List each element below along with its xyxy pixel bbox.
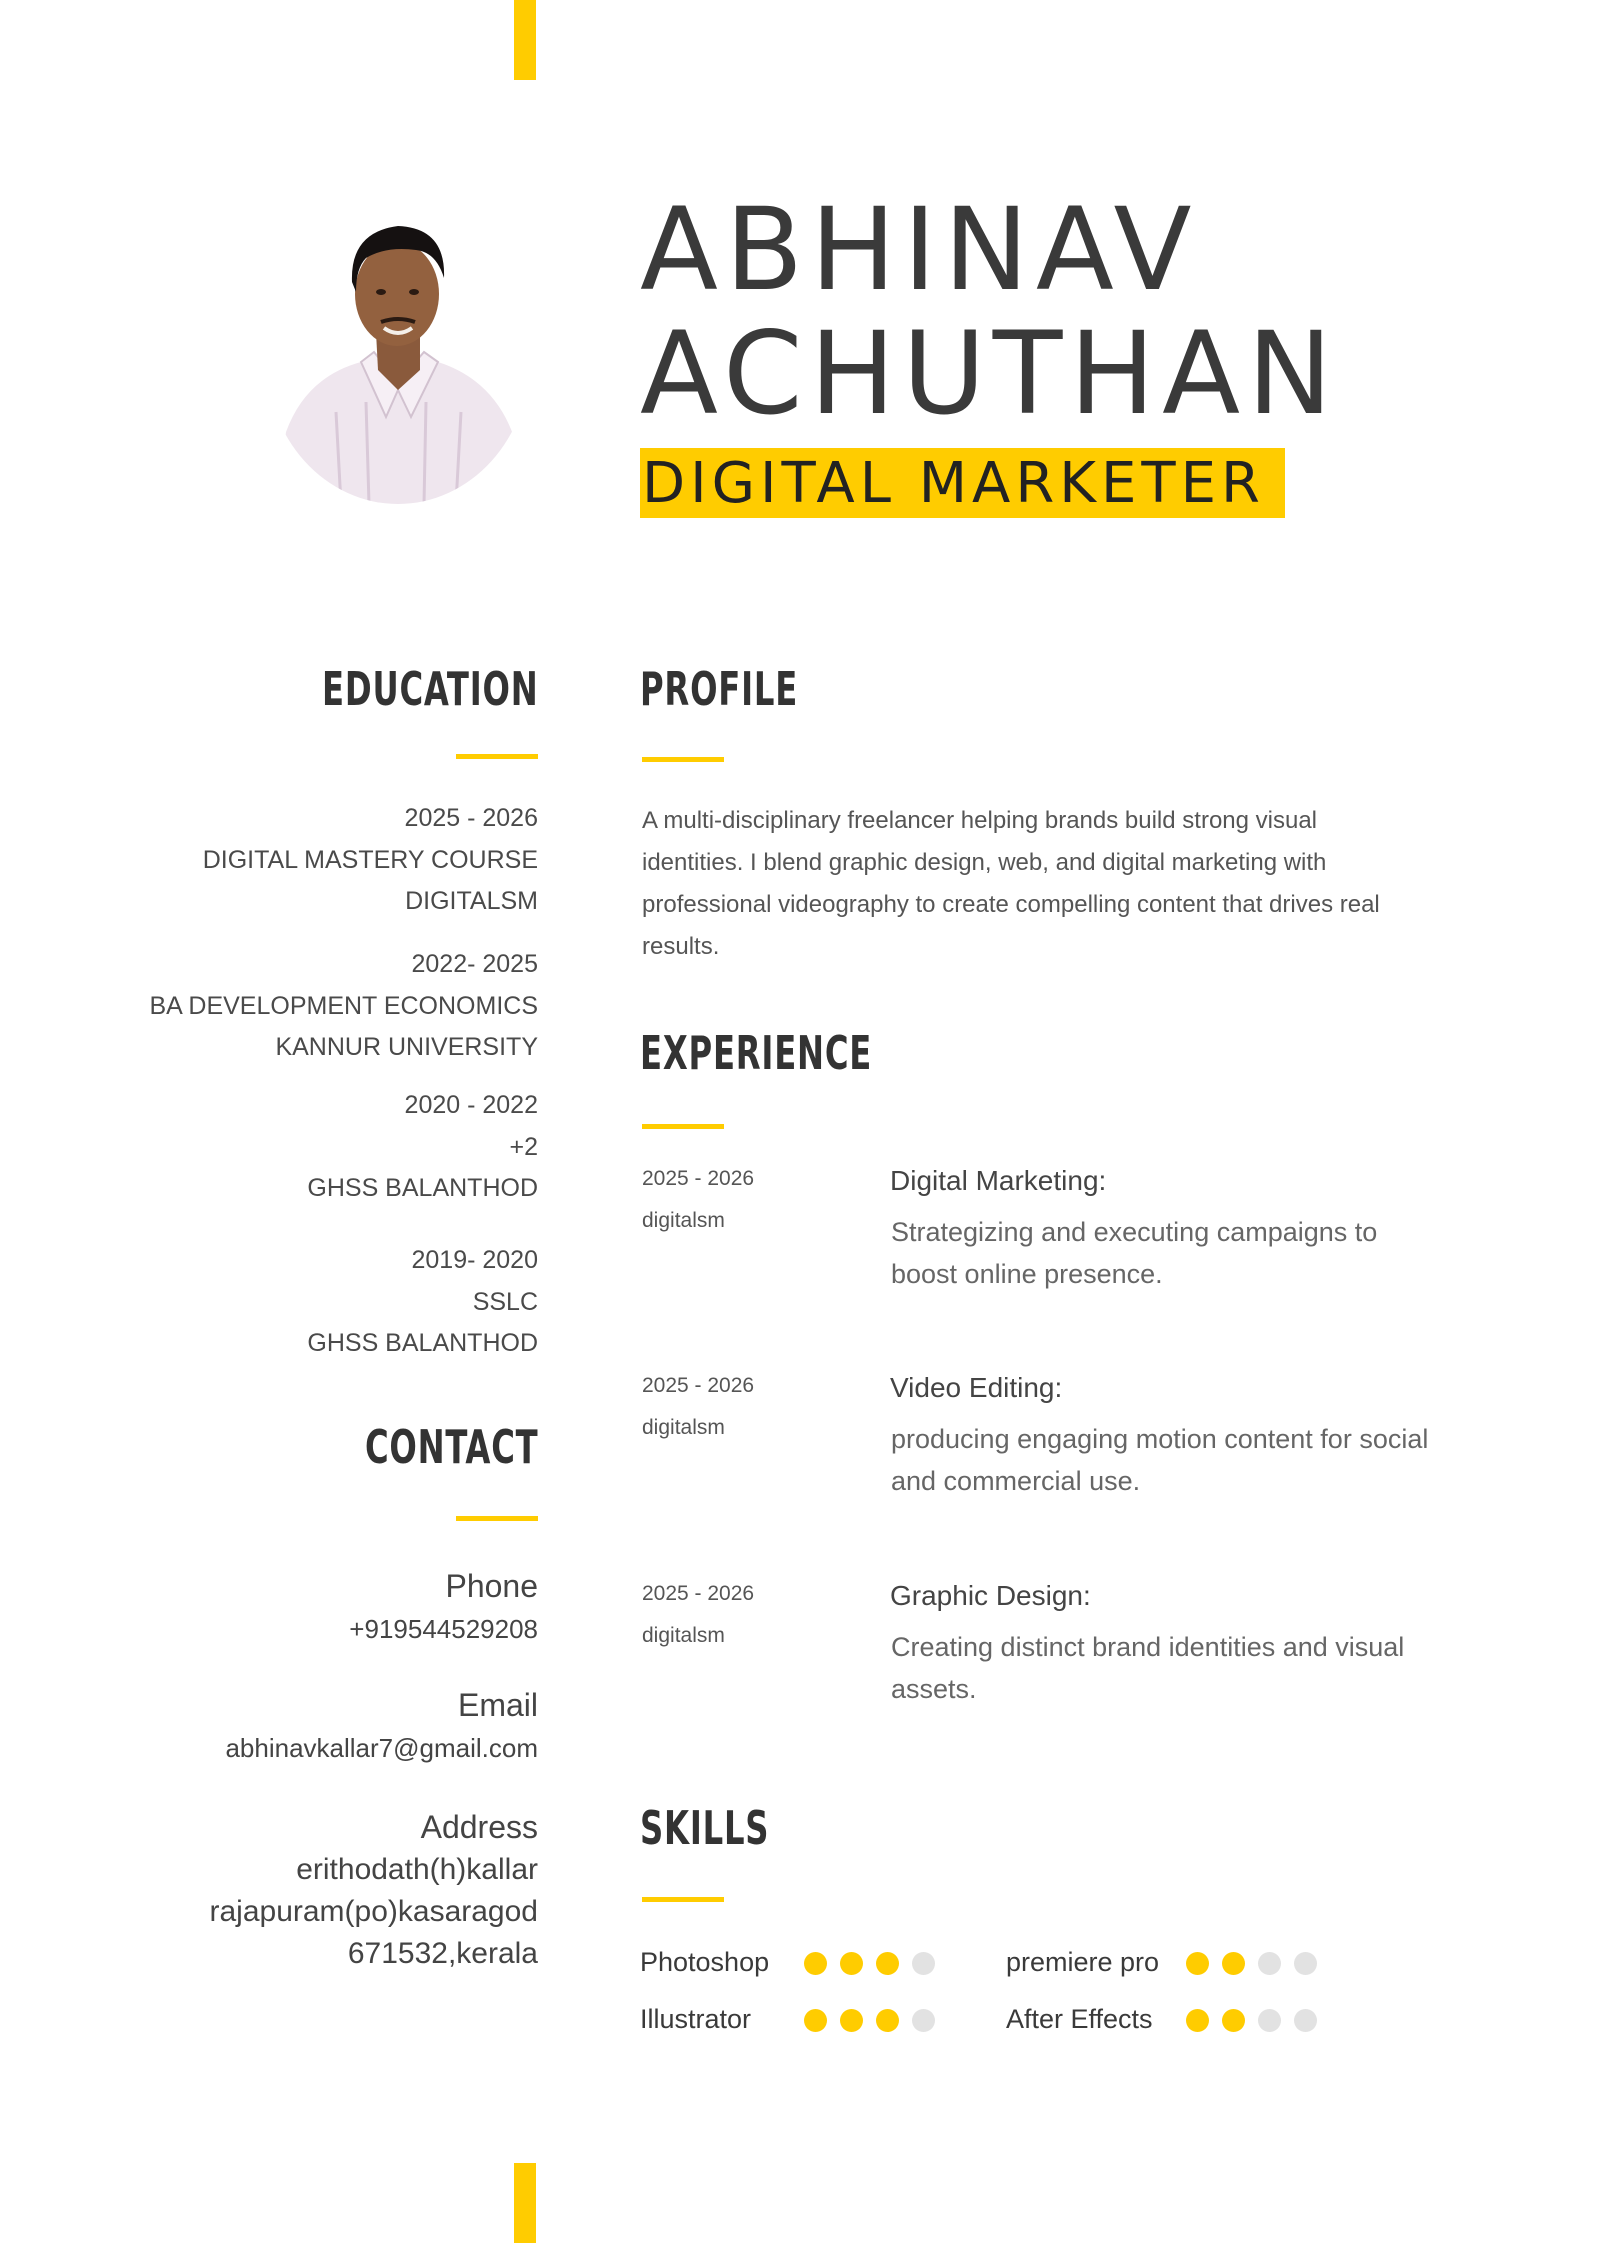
contact-email [225,1683,538,1769]
education-entry [307,1085,538,1210]
rating-dot-empty [912,2009,935,2032]
skill-name: Photoshop [640,1946,770,1977]
education-list [203,798,538,923]
experience-heading: EXPERIENCE [640,1026,873,1080]
bottom-accent-bar [514,2163,536,2243]
education-course: +2 [509,1132,538,1161]
education-institution: DIGITALSM [405,887,538,915]
rating-dot-filled [876,2009,899,2032]
rating-dot-empty [1258,1952,1281,1975]
rating-dot-filled [1222,2009,1245,2032]
rating-dot-filled [1186,2009,1209,2032]
experience-dates: 2025 - 2026 [642,1374,755,1397]
experience-description: Strategizing and executing campaigns to boost online presence. [891,1217,1378,1289]
contact-underline [456,1516,538,1521]
address-line: 671532,kerala [347,1937,538,1970]
experience-dates: 2025 - 2026 [642,1167,755,1190]
experience-title: Video Editing: [890,1372,1063,1403]
skills-heading: SKILLS [640,1801,770,1855]
education-list-2 [149,944,538,1069]
skill-rating [804,2009,935,2032]
address-label: Address [420,1809,538,1845]
skill-name: Illustrator [640,2003,752,2034]
education-institution: KANNUR UNIVERSITY [275,1033,538,1061]
contact-heading: CONTACT [364,1420,538,1474]
education-list-4 [307,1240,538,1365]
skill-rating [1186,2009,1317,2032]
rating-dot-filled [1222,1952,1245,1975]
job-title-badge: DIGITAL MARKETER [640,448,1285,518]
profile-underline [642,757,724,762]
education-years: 2019- 2020 [411,1246,538,1274]
rating-dot-empty [1258,2009,1281,2032]
skill-rating [804,1952,935,1975]
email-label: Email [457,1687,538,1723]
first-name: ABHINAV [640,183,1199,316]
education-course: BA DEVELOPMENT ECONOMICS [149,991,538,1020]
phone-label: Phone [445,1568,538,1604]
rating-dot-empty [1294,2009,1317,2032]
experience-dates: 2025 - 2026 [642,1582,755,1605]
profile-photo [266,212,530,504]
contact-address [209,1805,538,1975]
rating-dot-empty [1294,1952,1317,1975]
email-address[interactable]: abhinavkallar7@gmail.com [225,1733,538,1763]
skills-underline [642,1897,724,1902]
education-course: DIGITAL MASTERY COURSE [202,845,538,874]
address-line: erithodath(h)kallar [296,1853,538,1886]
skill-photoshop [640,1942,769,1982]
top-accent-bar [514,0,536,80]
skill-illustrator [640,1999,751,2039]
rating-dot-filled [840,2009,863,2032]
experience-title: Digital Marketing: [890,1165,1107,1196]
skill-name: premiere pro [1006,1946,1160,1977]
education-entry [307,1240,538,1365]
experience-title: Graphic Design: [890,1580,1091,1611]
skill-premiere-pro [1006,1942,1159,1982]
education-institution: GHSS BALANTHOD [307,1174,538,1202]
rating-dot-filled [840,1952,863,1975]
rating-dot-empty [912,1952,935,1975]
rating-dot-filled [804,1952,827,1975]
education-years: 2020 - 2022 [404,1091,538,1119]
experience-description: producing engaging motion content for social and commercial use. [891,1424,1429,1496]
contact-phone [349,1564,538,1650]
skill-rating [1186,1952,1317,1975]
education-entry [149,944,538,1069]
profile-summary: A multi-disciplinary freelancer helping brands build strong visual identities. I blend graphic design, web, and digital marketing with professional videography to create compelling content that drives real results. [642,807,1380,960]
skill-name: After Effects [1006,2003,1153,2034]
full-name [640,183,1340,440]
experience-company: digitalsm [642,1624,725,1647]
skill-after-effects [1006,1999,1153,2039]
experience-underline [642,1124,724,1129]
education-list-3 [307,1085,538,1210]
experience-company: digitalsm [642,1209,725,1232]
education-course: SSLC [472,1287,538,1316]
rating-dot-filled [1186,1952,1209,1975]
education-heading: EDUCATION [321,662,538,716]
education-entry [203,798,538,923]
experience-company: digitalsm [642,1416,725,1439]
address-line: rajapuram(po)kasaragod [209,1895,538,1928]
profile-heading: PROFILE [640,662,799,716]
rating-dot-filled [804,2009,827,2032]
experience-description: Creating distinct brand identities and visual assets. [891,1632,1405,1704]
rating-dot-filled [876,1952,899,1975]
last-name: ACHUTHAN [640,307,1340,440]
education-underline [456,754,538,759]
phone-number[interactable]: +919544529208 [349,1614,538,1644]
education-years: 2025 - 2026 [404,804,538,832]
education-years: 2022- 2025 [411,950,538,978]
education-institution: GHSS BALANTHOD [307,1329,538,1357]
